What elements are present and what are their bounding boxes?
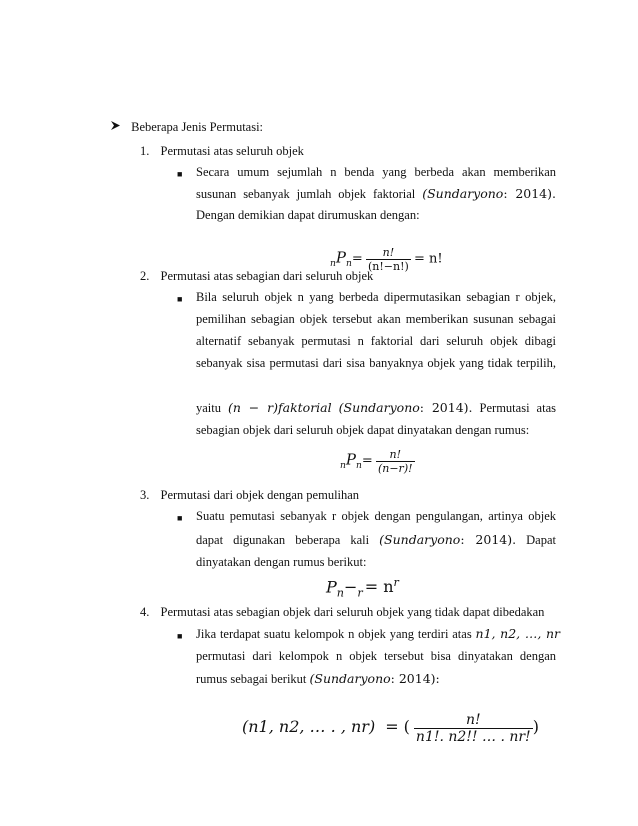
item-4-number: 4. (140, 605, 150, 619)
formula-4: (n1, n2, … . , nr) = ( $\frac{n!}{n1!. n2!! \dots . nr!}$ ) (242, 712, 539, 745)
item-3-line-1: Suatu pemutasi sebanyak r objek dengan pengulangan, artinya objek (196, 509, 556, 523)
item-1-number: 1. (140, 144, 150, 158)
heading-text: Beberapa Jenis Permutasi: (131, 120, 264, 134)
item-1-line-1: Secara umum sejumlah n benda yang berbeda akan memberikan (196, 165, 556, 179)
item-4-line-1: Jika terdapat suatu kelompok n objek yang terdiri atas n1, n2, …, nr (196, 626, 560, 641)
item-1-line-2: susunan sebanyak jumlah objek faktorial (Sundaryono: 2014). (196, 186, 556, 201)
formula-3: $P_n-_r = n^r$ (326, 576, 399, 600)
item-2-line-6: sebagian objek dari seluruh objek dapat dinyatakan dengan rumus: (196, 423, 530, 437)
square-bullet-icon: ■ (177, 169, 183, 179)
item-2-citation: (Sundaryono (338, 400, 420, 415)
item-1-line-3: Dengan demikian dapat dirumuskan dengan: (196, 208, 420, 222)
square-bullet-icon: ■ (177, 513, 183, 523)
item-2-line-3: alternatif sebanyak permutasi n faktorial dari seluruh objek dibagi (196, 334, 556, 348)
item-1-title (140, 143, 304, 159)
item-3-title-text: Permutasi dari objek dengan pemulihan (160, 488, 360, 502)
item-2-title (140, 268, 373, 284)
item-2-math: (n − r)faktorial (228, 400, 332, 415)
item-4-line-3: rumus sebagai berikut (Sundaryono: 2014): (196, 671, 440, 686)
item-3-citation: (Sundaryono (379, 532, 461, 547)
item-3-line-2: dapat digunakan beberapa kali (Sundaryono: 2014). Dapat (196, 532, 556, 547)
item-4-title-text: Permutasi atas sebagian objek dari seluruh objek yang tidak dapat dibedakan (160, 605, 545, 619)
item-2-title-text: Permutasi atas sebagian dari seluruh objek (160, 269, 374, 283)
item-4-citation: (Sundaryono (309, 671, 391, 686)
item-3-number: 3. (140, 488, 150, 502)
item-2-line-4: sebanyak sisa permutasi dari sisa banyaknya objek yang tidak terpilih, (196, 356, 556, 370)
item-3-line-3: dinyatakan dengan rumus berikut: (196, 555, 367, 569)
item-4-math: n1, n2, …, nr (475, 626, 560, 641)
item-2-line-2: pemilihan sebagian objek tersebut akan memberikan susunan sebagai (196, 312, 556, 326)
item-2-number: 2. (140, 269, 150, 283)
item-2-line-1: Bila seluruh objek n yang berbeda dipermutasikan sebagian r objek, (196, 290, 556, 304)
item-1-citation: (Sundaryono (422, 186, 504, 201)
formula-1: $_nP_n=$ $\frac{n!}{(n!-n!)}$ = n! (330, 246, 443, 273)
item-4-line-2: permutasi dari kelompok n objek tersebut bisa dinyatakan dengan (196, 649, 556, 663)
formula-2: $_nP_n=$ $\frac{n!}{(n-r)!}$ (340, 448, 413, 475)
heading (110, 119, 263, 135)
square-bullet-icon: ■ (177, 294, 183, 304)
item-3-title (140, 487, 359, 503)
item-4-title (140, 604, 544, 620)
square-bullet-icon: ■ (177, 631, 183, 641)
arrow-bullet-icon (110, 119, 122, 135)
item-1-title-text: Permutasi atas seluruh objek (160, 144, 304, 158)
item-2-line-5: yaitu (n − r)faktorial (Sundaryono: 2014). Permutasi atas (196, 400, 556, 415)
